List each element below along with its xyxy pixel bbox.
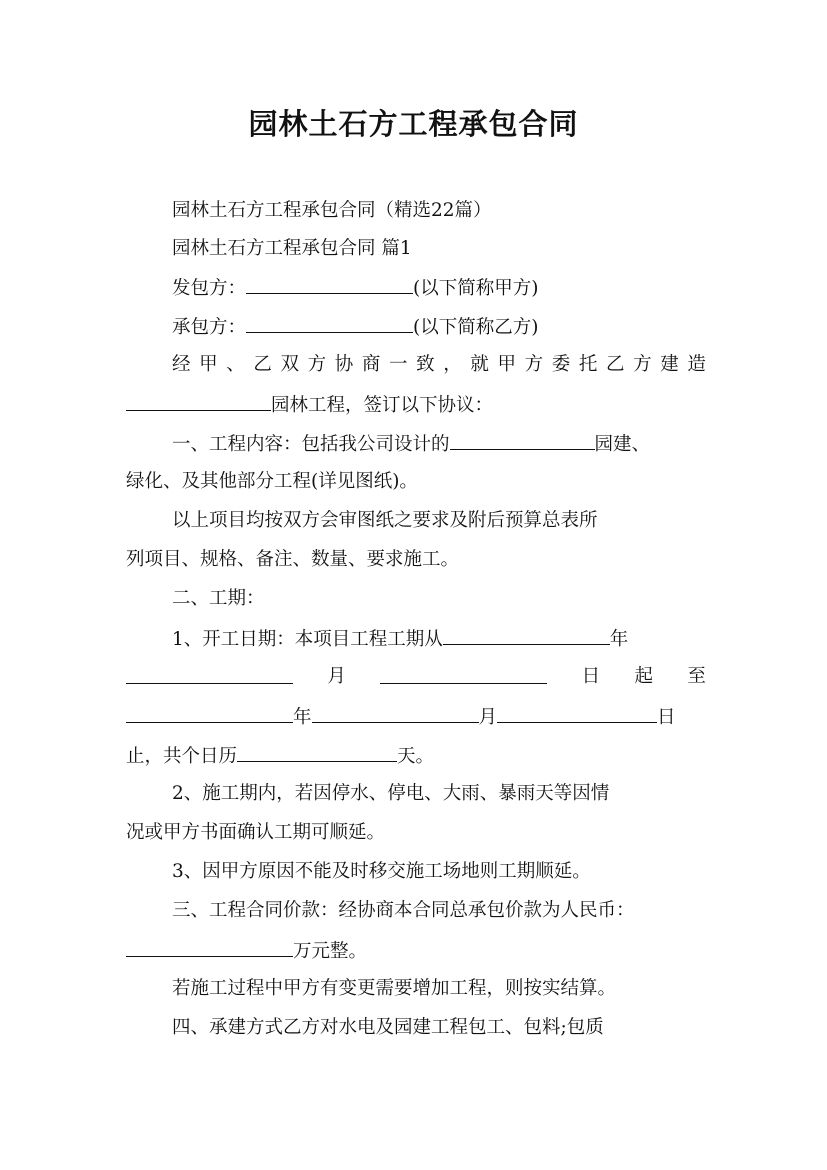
intro-char: 建 xyxy=(660,354,679,375)
intro-char: 方 xyxy=(307,354,327,375)
intro-char: 甲 xyxy=(199,354,218,375)
end-day-blank xyxy=(497,702,657,723)
clause-1-line: 一、工程内容：包括我公司设计的 园建、 xyxy=(172,429,706,459)
clause-4-line: 四、承建方式乙方对水电及园建工程包工、包料;包质 xyxy=(172,1017,604,1038)
extension-line: 2、施工期内，若因停水、停电、大雨、暴雨天等因情 xyxy=(172,783,610,804)
document-title: 园林土石方工程承包合同 xyxy=(248,107,579,141)
clause-1-note-cont-line: 列项目、规格、备注、数量、要求施工。 xyxy=(126,549,460,570)
intro-char: 就 xyxy=(470,354,489,375)
site-handover-line: 3、因甲方原因不能及时移交施工场地则工期顺延。 xyxy=(172,861,591,882)
intro-char: 委 xyxy=(551,354,571,375)
end-month-blank xyxy=(312,702,479,723)
party-b-line: 承包方： (以下简称乙方) xyxy=(172,312,706,342)
start-year-blank xyxy=(443,624,610,645)
subtitle-line: 园林土石方工程承包合同（精选22篇） xyxy=(172,200,492,221)
end-year-blank xyxy=(126,702,293,723)
contract-price-line: 三、工程合同价款：经协商本合同总承包价款为人民币： xyxy=(172,900,635,921)
contract-amount-line: 万元整。 xyxy=(126,936,706,966)
agreement-intro-line xyxy=(172,351,706,379)
clause-1-cont-line: 绿化、及其他部分工程(详见图纸)。 xyxy=(126,471,418,492)
end-date-line: 年 月 日 xyxy=(126,702,706,732)
party-a-blank xyxy=(246,273,413,294)
intro-char: 协 xyxy=(334,354,354,375)
intro-char: 甲 xyxy=(497,354,517,375)
intro-char: 商 xyxy=(361,354,381,375)
intro-char: ， xyxy=(443,354,462,375)
clause-1-note-line: 以上项目均按双方会审图纸之要求及附后预算总表所 xyxy=(172,510,598,531)
amount-blank xyxy=(126,936,293,957)
extension-cont-line: 况或甲方书面确认工期可顺延。 xyxy=(126,822,386,843)
intro-char: 一 xyxy=(389,354,408,375)
party-a-line: 发包方： (以下简称甲方) xyxy=(172,273,706,303)
start-month-blank xyxy=(126,663,293,684)
calendar-days-line: 止，共个日历 天。 xyxy=(126,741,706,771)
clause-2-heading: 二、工期： xyxy=(172,588,265,609)
intro-char: 托 xyxy=(578,354,598,375)
intro-char: 致 xyxy=(416,354,435,375)
start-day-blank xyxy=(380,663,547,684)
intro-char: 、 xyxy=(226,354,245,375)
intro-char: 造 xyxy=(687,354,706,375)
intro-char: 经 xyxy=(172,354,191,375)
design-blank xyxy=(450,429,595,450)
settlement-line: 若施工过程中甲方有变更需要增加工程，则按实结算。 xyxy=(172,978,617,999)
section-heading-line: 园林土石方工程承包合同 篇1 xyxy=(172,238,412,259)
days-blank xyxy=(237,741,397,762)
intro-char: 方 xyxy=(524,354,544,375)
project-name-line: 园林工程，签订以下协议： xyxy=(126,390,706,420)
start-date-line: 1、开工日期：本项目工程工期从 年 xyxy=(172,624,706,654)
intro-char: 方 xyxy=(633,354,652,375)
intro-char: 双 xyxy=(280,354,300,375)
intro-char: 乙 xyxy=(253,354,272,375)
start-month-line: 月 日 起 至 xyxy=(126,663,706,691)
party-b-blank xyxy=(246,312,413,333)
project-name-blank xyxy=(126,390,271,411)
intro-char: 乙 xyxy=(606,354,625,375)
